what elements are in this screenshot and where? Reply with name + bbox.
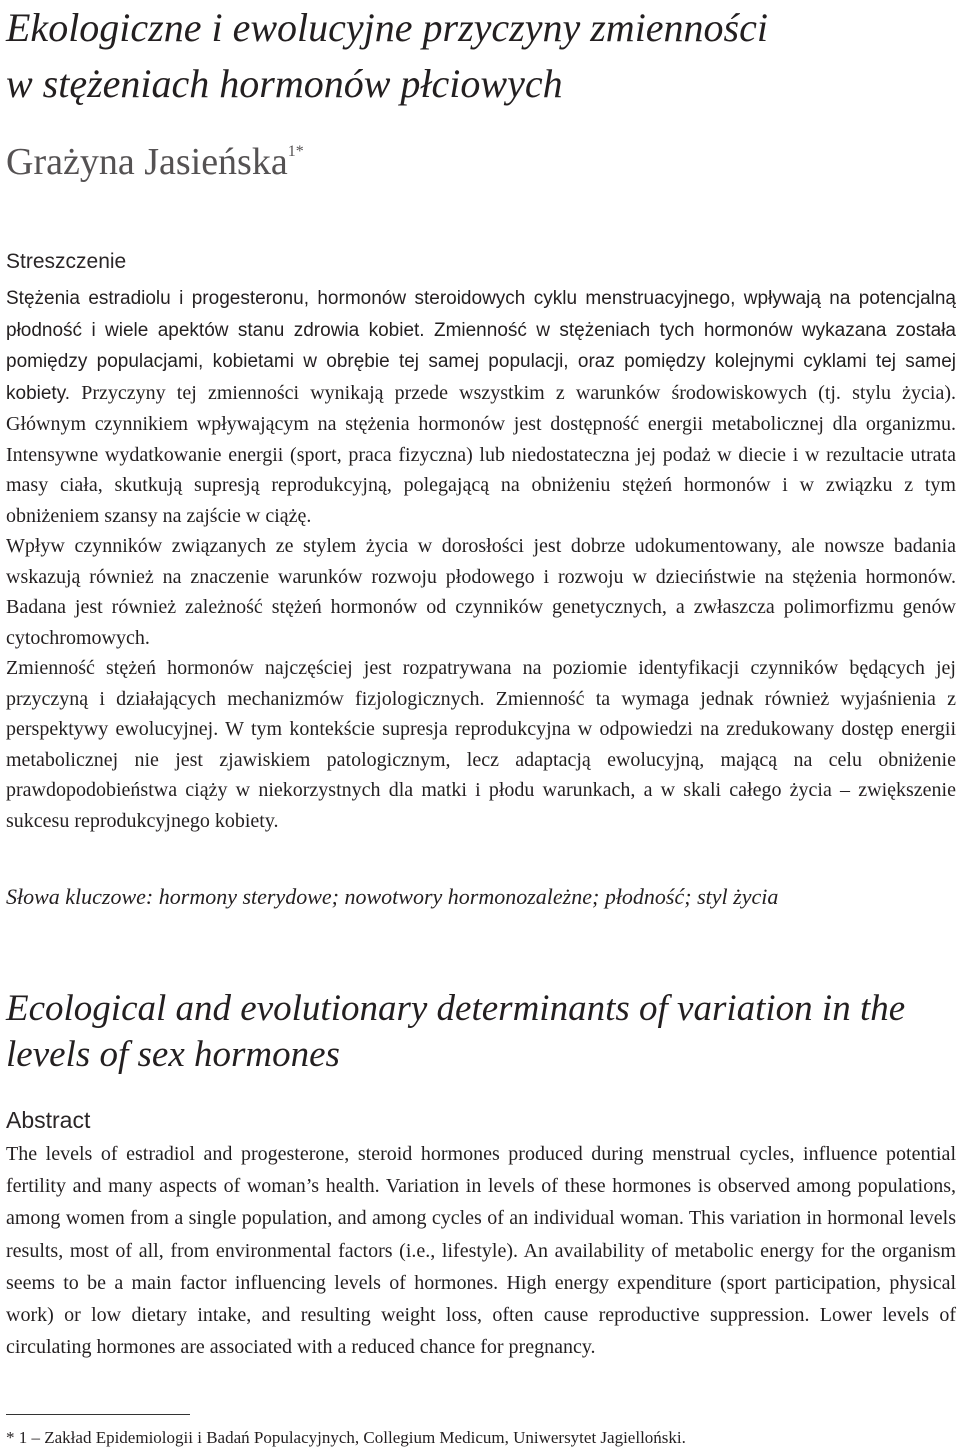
- keywords: Słowa kluczowe: hormony sterydowe; nowotwory hormonozależne; płodność; styl życia: [6, 884, 779, 909]
- abstract-heading: Abstract: [6, 1107, 91, 1133]
- polish-title-line-2: w stężeniach hormonów płciowych: [6, 61, 563, 106]
- author-affiliation-marker: 1*: [287, 143, 304, 160]
- english-title: [6, 986, 956, 1078]
- streszczenie-body: [6, 283, 956, 836]
- streszczenie-text-sans: Stężenia estradiolu i progesteronu, hormonów steroidowych cyklu menstruacyjnego, wpływają na potencjalną płodność i wiele apektów stanu zdrowia kobiet. Zmienność w stężeniach tych hormonów wykazana została pomiędzy populacjami, kobietami w obrębie tej samej populacji, oraz pomiędzy kolejnymi cyklami tej samej kobiety.: [6, 288, 956, 404]
- abstract-body: [6, 1138, 956, 1363]
- english-title-line-2: levels of sex hormones: [6, 1034, 340, 1075]
- streszczenie-paragraph-2: Wpływ czynników związanych ze stylem życia w dorosłości jest dobrze udokumentowany, ale nowsze badania wskazują również na znaczenie warunków rozwoju płodowego i rozwoju w dzieciństwie na stężenia hormonów. Badana jest również zależność stężeń hormonów od czynników genetycznych, a zwłaszcza polimorfizmu genów cytochromowych.: [6, 535, 956, 649]
- footnote-divider: [6, 1414, 190, 1415]
- abstract-paragraph: The levels of estradiol and progesterone, steroid hormones produced during menstrual cycles, influence potential fertility and many aspects of woman’s health. Variation in levels of these hormones is observed among populations, among women from a single population, and among cycles of an individual woman. This variation in hormonal levels results, most of all, from environmental factors (i.e., lifestyle). An availability of metabolic energy for the organism seems to be a main factor influencing levels of hormones. High energy expenditure (sport participation, physical work) or low dietary intake, and resulting weight loss, often cause reproductive suppression. Lower levels of circulating hormones are associated with a reduced chance for pregnancy.: [6, 1143, 956, 1359]
- polish-title: [6, 0, 956, 112]
- author-name: Grażyna Jasieńska: [6, 141, 288, 183]
- streszczenie-paragraph-1: [6, 283, 956, 531]
- streszczenie-paragraph-3: Zmienność stężeń hormonów najczęściej jest rozpatrywana na poziomie identyfikacji czynników będących jej przyczyną i działających mechanizmów fizjologicznych. Zmienność ta wymaga jednak również wyjaśnienia z perspektywy ewolucyjnej. W tym kontekście supresja reprodukcyjna w odpowiedzi na zredukowany dostęp energii metabolicznej nie jest zjawiskiem patologicznym, lecz adaptacją ewolucyjną, mającą na celu obniżenie prawdopodobieństwa ciąży w niekorzystnych dla matki i płodu warunkach, a w skali całego życia – zwiększenie sukcesu reprodukcyjnego kobiety.: [6, 657, 956, 832]
- footnote: * 1 – Zakład Epidemiologii i Badań Populacyjnych, Collegium Medicum, Uniwersytet Jagielloński.: [6, 1428, 686, 1447]
- author: [6, 128, 304, 186]
- streszczenie-heading: Streszczenie: [6, 250, 127, 273]
- streszczenie-text-serif: Przyczyny tej zmienności wynikają przede wszystkim z warunków środowiskowych (tj. stylu życia). Głównym czynnikiem wpływającym na stężenia hormonów jest dostępność energii metabolicznej dla organizmu. Intensywne wydatkowanie energii (sport, praca fizyczna) lub niedostateczna jej podaż w diecie i w rezultacie utrata masy ciała, skutkują supresją reprodukcyjną, polegającą na obniżeniu stężeń hormonów i w związku z tym obniżeniem szansy na zajście w ciążę.: [6, 381, 956, 527]
- polish-title-line-1: Ekologiczne i ewolucyjne przyczyny zmienności: [6, 5, 768, 50]
- english-title-line-1: Ecological and evolutionary determinants of variation in the: [6, 988, 906, 1029]
